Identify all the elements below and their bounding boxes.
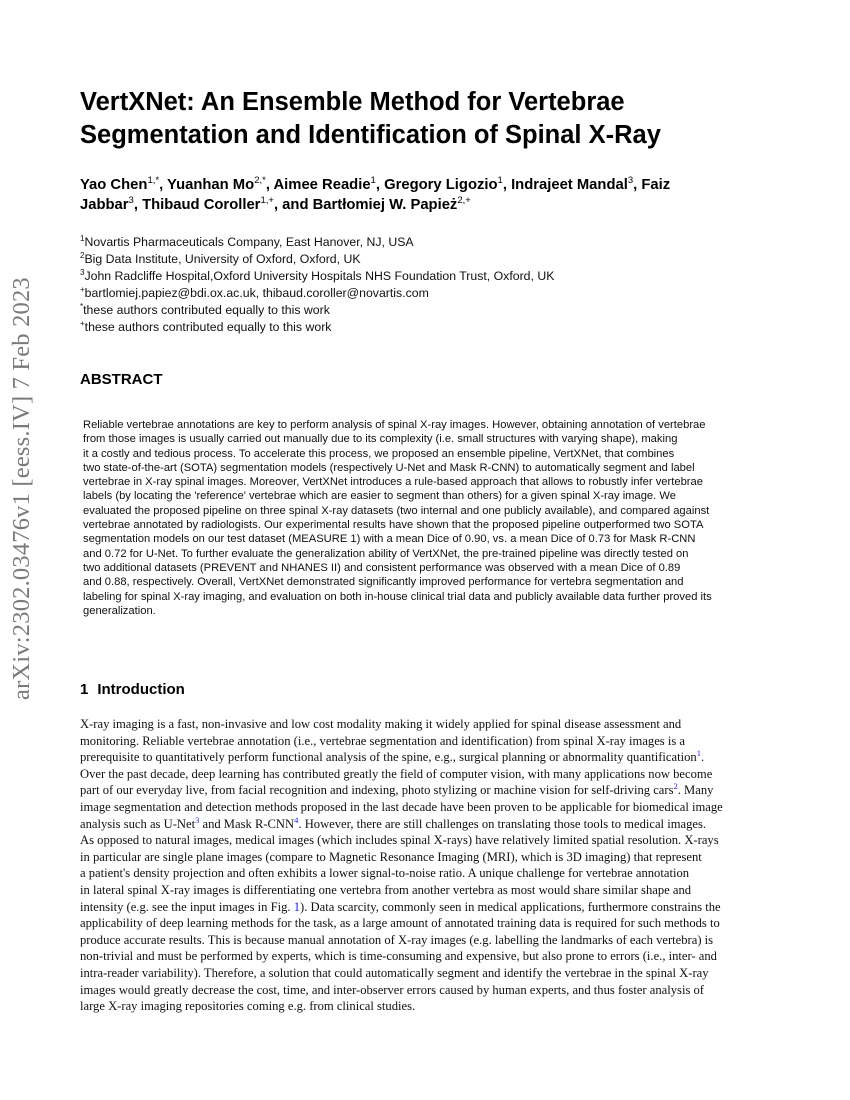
body-text: . However, there are still challenges on translating those tools to medical images. (298, 816, 707, 831)
body-line: X-ray imaging is a fast, non-invasive and low cost modality making it widely applied for spinal disease assessment and (80, 717, 682, 731)
body-line (80, 749, 772, 766)
abstract-line: from those images is usually carried out manually due to its complexity (i.e. small structures with varying shape), making (83, 433, 678, 446)
author-affiliation-marker: 2,+ (457, 195, 471, 206)
author-name-part: Jabbar (80, 197, 129, 213)
author-affiliation-marker: 1 (497, 175, 503, 186)
citation-link[interactable]: 3 (195, 814, 200, 825)
title-line-2: Segmentation and Identification of Spinal X-Ray (80, 121, 661, 149)
affiliation-marker: * (80, 302, 84, 311)
abstract-line: vertebrae in X-ray spinal images. Moreover, VertXNet introduces a rule-based approach that allows to robustly infer vertebrae (83, 476, 703, 489)
body-line: in lateral spinal X-ray images is differentiating one vertebra from another vertebra as most would share similar shape and (80, 882, 692, 897)
abstract-heading: ABSTRACT (80, 371, 163, 388)
body-line: image segmentation and detection methods proposed in the last decade have been proven to be applicable for biomedical image (80, 799, 723, 814)
author-line-2: Jabbar$^3$, Thibaud Coroller$^{1,+}$, and Bartłomiej W. Papież$^{2,+}$ (80, 195, 471, 213)
affiliation-text: Novartis Pharmaceuticals Company, East Hanover, NJ, USA (84, 235, 414, 249)
body-line: large X-ray imaging repositories coming e.g. from clinical studies. (80, 999, 416, 1014)
arxiv-identifier-stamp[interactable]: arXiv:2302.03476v1 [eess.IV] 7 Feb 2023 (8, 277, 35, 700)
body-line: produce accurate results. This is because manual annotation of X-ray images (e.g. labelling the landmarks of each vertebra) is (80, 932, 714, 947)
author-name: Bartłomiej W. Papież (312, 197, 458, 213)
affiliation-marker: 1 (80, 234, 85, 243)
affiliation-list (80, 234, 780, 336)
affiliation-item (80, 319, 780, 336)
body-line (80, 899, 772, 916)
author-name-part: Faiz (641, 177, 671, 193)
affiliation-item (80, 268, 780, 285)
body-line: applicability of deep learning methods for the task, as a large amount of annotated training data is required for such methods to (80, 916, 720, 931)
author-name: Yao Chen (80, 177, 148, 193)
figure-link[interactable]: 1 (293, 899, 301, 914)
author-affiliation-marker: 2,* (254, 175, 266, 186)
citation-link[interactable]: 4 (294, 814, 299, 825)
abstract-line: it a costly and tedious process. To accelerate this process, we proposed an ensemble pipeline, VertXNet, that combines (83, 447, 675, 460)
author-affiliation-marker: 3 (128, 195, 134, 206)
author-name: Indrajeet Mandal (511, 177, 628, 193)
body-line: images would greatly decrease the cost, time, and inter-observer errors caused by human experts, and thus foster analysis of (80, 982, 704, 997)
affiliation-text: these authors contributed equally to this work (83, 303, 330, 317)
abstract-body (83, 418, 769, 618)
introduction-body (80, 716, 772, 1015)
affiliation-text: John Radcliffe Hospital,Oxford University Hospitals NHS Foundation Trust, Oxford, UK (84, 269, 555, 283)
author-line-1: Yao Chen$^{1,*}$, Yuanhan $Mo^{2,*}$, Aimee Readie$^1$, Gregory Ligozio$^1$, Indrajeet Mandal$^3$, Faiz (80, 175, 671, 193)
body-line: a patient's density projection and often exhibits a lower signal-to-noise ratio. A unique challenge for vertebrae annotation (80, 866, 690, 881)
affiliation-item (80, 285, 780, 302)
abstract-line: two additional datasets (PREVENT and NHANES II) and consistent performance was observed with a mean Dice of 0.89 (83, 561, 681, 574)
affiliation-text: these authors contributed equally to this work (84, 320, 332, 334)
introduction-heading (80, 681, 185, 698)
body-line: non-trivial and must be performed by experts, which is time-consuming and expensive, but also prone to errors (i.e., inter- and (80, 949, 717, 964)
author-affiliation-marker: 3 (627, 175, 634, 186)
affiliation-marker: + (80, 285, 85, 294)
abstract-line: and 0.88, respectively. Overall, VertXNet demonstrated significantly improved performance for vertebra segmentation and (83, 576, 684, 589)
body-line: in particular are single plane images (compare to Magnetic Resonance Imaging (MRI), which is 3D imaging) that represent (80, 849, 702, 864)
author-conjunction: and (282, 197, 309, 213)
body-line: As opposed to natural images, medical images (which includes spinal X-rays) have relatively limited spatial resolution. X-rays (80, 833, 719, 848)
affiliation-marker: + (80, 319, 85, 328)
author-affiliation-marker: 1 (370, 175, 376, 186)
body-line: Over the past decade, deep learning has contributed greatly the field of computer vision, with many applications now become (80, 766, 713, 781)
paper-title (80, 86, 780, 152)
affiliation-item (80, 302, 780, 319)
author-name: Aimee Readie (273, 177, 371, 193)
abstract-line: segmentation models on our test dataset (MEASURE 1) with a mean Dice of 0.90, vs. a mean Dice of 0.73 for Mask R-CNN (83, 533, 696, 546)
citation-link[interactable]: 2 (673, 781, 678, 792)
affiliation-item (80, 234, 780, 251)
body-text: and Mask R-CNN (199, 816, 295, 831)
section-number: 1 (80, 681, 89, 698)
body-text: analysis such as U-Net (80, 816, 196, 831)
body-text: part of our everyday live, from facial recognition and indexing, photo stylizing or machine vision for self-driving cars (80, 783, 674, 798)
affiliation-item (80, 251, 780, 268)
abstract-line: and 0.72 for U-Net. To further evaluate the generalization ability of VertXNet, the pre-trained pipeline was directly tested on (83, 547, 689, 560)
body-text: . Many (677, 783, 714, 798)
body-line (80, 816, 772, 833)
body-text: prerequisite to quantitatively perform functional analysis of the spine, e.g., surgical planning or abnormality quantification (80, 750, 697, 765)
body-line: monitoring. Reliable vertebrae annotation (i.e., vertebrae segmentation and identification) from spinal X-ray images is a (80, 733, 685, 748)
contact-emails[interactable]: bartlomiej.papiez@bdi.ox.ac.uk, thibaud.coroller@novartis.com (84, 286, 429, 300)
author-name: Thibaud Coroller (142, 197, 261, 213)
author-name: Gregory Ligozio (384, 177, 498, 193)
affiliation-text: Big Data Institute, University of Oxford, Oxford, UK (84, 252, 361, 266)
author-list (80, 175, 780, 215)
body-line (80, 782, 772, 799)
abstract-line: Reliable vertebrae annotations are key to perform analysis of spinal X-ray images. However, obtaining annotation of vertebrae (83, 419, 706, 431)
title-line-1: VertXNet: An Ensemble Method for Vertebrae (80, 88, 625, 116)
citation-link[interactable]: 1 (696, 748, 701, 759)
author-affiliation-marker: 1,+ (260, 195, 274, 206)
body-line: intra-reader variability). Therefore, a solution that could automatically segment and identify the vertebrae in the spinal X-ray (80, 965, 709, 980)
abstract-line: evaluated the proposed pipeline on three spinal X-ray datasets (two internal and one publicly available), and compared against (83, 504, 710, 517)
affiliation-marker: 3 (80, 268, 85, 277)
abstract-line: vertebrae annotated by radiologists. Our experimental results have shown that the proposed pipeline outperformed two SOTA (83, 519, 704, 532)
abstract-line: labeling for spinal X-ray imaging, and evaluation on both in-house clinical trial data and publicly available data further proved its (83, 590, 712, 603)
section-title: Introduction (97, 681, 185, 698)
abstract-line: generalization. (83, 604, 156, 617)
body-text: intensity (e.g. see the input images in Fig. (80, 899, 294, 914)
affiliation-marker: 2 (80, 251, 85, 260)
author-name: Yuanhan Mo (167, 177, 255, 193)
body-text: . (700, 750, 705, 765)
body-text: ). Data scarcity, commonly seen in medical applications, furthermore constrains the (300, 899, 721, 914)
author-affiliation-marker: 1,* (147, 175, 160, 186)
abstract-line: two state-of-the-art (SOTA) segmentation models (respectively U-Net and Mask R-CNN) to automatically segment and label (83, 461, 695, 474)
abstract-line: labels (by locating the 'reference' vertebrae which are easier to segment than others) for a given spinal X-ray image. We (83, 490, 676, 503)
